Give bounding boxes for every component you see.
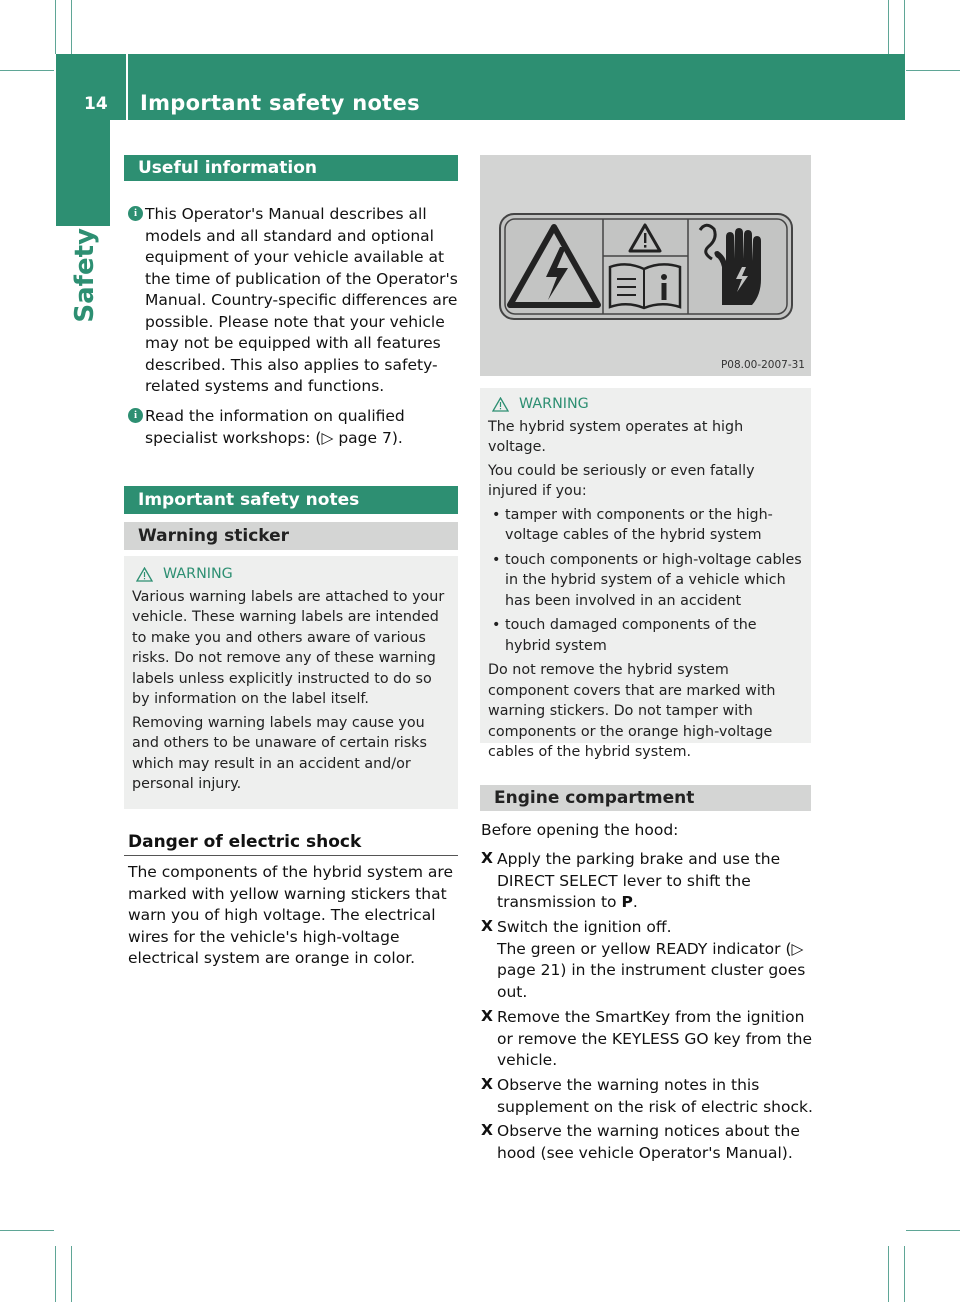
step-text: Apply the parking brake and use the DIRECT SELECT lever to shift the transmission to P. <box>497 850 781 911</box>
info-icon: i <box>128 408 143 423</box>
crop-mark <box>906 70 960 71</box>
warning-label: WARNING <box>163 566 233 582</box>
warning-header <box>488 394 803 415</box>
step-arrow-icon: X <box>481 1007 493 1025</box>
crop-mark <box>71 0 72 54</box>
page-title: Important safety notes <box>140 91 420 115</box>
crop-mark <box>55 0 56 54</box>
warning-paragraph: Various warning labels are attached to your vehicle. These warning labels are intended to make you and others aware of various risks. Do not remove any of these warning labels unless explicitly instructed to do so by information on the label itself. <box>132 588 445 707</box>
danger-heading: Danger of electric shock <box>128 832 362 852</box>
crop-mark <box>888 1246 889 1302</box>
section-tab-label: Safety <box>70 228 100 323</box>
crop-mark <box>0 1230 54 1231</box>
crop-mark <box>904 0 905 54</box>
danger-paragraph: The components of the hybrid system are marked with yellow warning stickers that warn you of high voltage. The electrical wires for the vehicle's high-voltage electrical system are orange in color. <box>128 863 453 967</box>
step-arrow-icon: X <box>481 1075 493 1093</box>
heading-rule <box>124 855 458 856</box>
warning-label: WARNING <box>519 396 589 412</box>
crop-mark <box>904 1246 905 1302</box>
warning-triangle-icon <box>136 567 153 582</box>
useful-info-heading: Useful information <box>124 155 458 181</box>
warning-paragraph: Removing warning labels may cause you and others to be unaware of certain risks which may result in an accident and/or personal injury. <box>132 714 427 792</box>
crop-mark <box>71 1246 72 1302</box>
warning-header <box>132 564 450 585</box>
step-arrow-icon: X <box>481 917 493 935</box>
warning-sticker-image <box>480 155 811 376</box>
step-arrow-icon: X <box>481 849 493 867</box>
warning-paragraph: You could be seriously or even fatally injured if you: <box>488 462 755 499</box>
step-text: Observe the warning notices about the hood (see vehicle Operator's Manual). <box>497 1122 800 1162</box>
engine-intro: Before opening the hood: <box>481 821 679 839</box>
warning-box <box>124 556 458 809</box>
warning-bullet: • touch components or high-voltage cables in the hybrid system of a vehicle which has been involved in an accident <box>488 550 803 612</box>
page-number: 14 <box>84 94 108 114</box>
warning-sticker-figure <box>480 155 811 376</box>
section-side-block <box>56 120 110 226</box>
info-text: This Operator's Manual describes all models and all standard and optional equipment of your vehicle available at the time of publication of the Operator's Manual. Country-specific differences are possible. Please note that your vehicle may not be equipped with all features described. This also applies to safety-related systems and functions. <box>145 205 458 395</box>
crop-mark <box>0 70 54 71</box>
crop-mark <box>55 1246 56 1302</box>
step-text: Switch the ignition off. The green or yellow READY indicator (▷ page 21) in the instrument cluster goes out. <box>497 918 806 1001</box>
warning-bullet: • tamper with components or the high-voltage cables of the hybrid system <box>488 505 803 546</box>
figure-caption: P08.00-2007-31 <box>720 359 805 371</box>
step-text: Remove the SmartKey from the ignition or remove the KEYLESS GO key from the vehicle. <box>497 1008 813 1069</box>
step-arrow-icon: X <box>481 1121 493 1139</box>
warning-triangle-icon <box>492 397 509 412</box>
crop-mark <box>888 0 889 54</box>
header-divider <box>126 54 128 120</box>
step-text: Observe the warning notes in this supplement on the risk of electric shock. <box>497 1076 813 1116</box>
important-safety-heading: Important safety notes <box>124 486 458 514</box>
hybrid-warning-box <box>480 388 811 760</box>
info-icon: i <box>128 206 143 221</box>
warning-paragraph: The hybrid system operates at high voltage. <box>488 418 744 455</box>
warning-sticker-heading: Warning sticker <box>124 522 458 550</box>
info-text: Read the information on qualified specialist workshops: (▷ page 7). <box>145 407 405 447</box>
crop-mark <box>906 1230 960 1231</box>
warning-bullet: • touch damaged components of the hybrid system <box>488 615 803 656</box>
warning-paragraph: Do not remove the hybrid system component covers that are marked with warning stickers. Do not tamper with components or the orange high-voltage cables of the hybrid system. <box>488 662 776 760</box>
engine-compartment-heading: Engine compartment <box>480 785 811 811</box>
